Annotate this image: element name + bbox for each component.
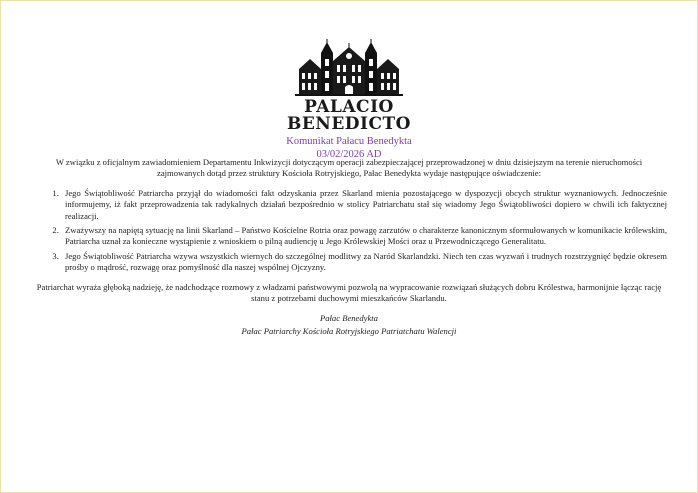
signature-line-1: Pałac Benedykta xyxy=(320,313,378,324)
statement-body xyxy=(31,157,667,338)
statement-point: 1. Jego Świątobliwość Patriarcha przyjął do wiadomości fakt odzyskania przez Skarland mienia pozostającego w dyspozycji obcych struktur wyznaniowych. Jednocześnie informujemy, iż fakt przeprowadzenia tak radykalnych działań bezpośrednio w stolicy Patriarchatu stał się wiadomy Jego Świątobliwości dopiero w chwili ich faktycznej realizacji. xyxy=(61,188,667,222)
wordmark xyxy=(1,99,697,133)
intro-paragraph: W związku z oficjalnym zawiadomieniem Departamentu Inkwizycji dotyczącym operacji zabezpieczającej przeprowadzonej w dniu dzisiejszym na terenie nieruchomości zajmowanych dotąd przez struktury Kościoła Rotryjskiego, Pałac Benedykta wydaje następujące oświadczenie: xyxy=(55,157,643,179)
communique-title: Komunikat Pałacu Benedykta xyxy=(286,136,412,147)
wordmark-line-1: PALACIO xyxy=(304,97,394,117)
wordmark-line-2: BENEDICTO xyxy=(286,114,411,134)
signature-block xyxy=(31,312,667,338)
signature-line-2: Pałac Patriarchy Kościoła Rotryjskiego Patriatchatu Walencji xyxy=(241,326,457,337)
closing-paragraph: Patriarchat wyraża głęboką nadzieję, że nadchodzące rozmowy z władzami państwowymi pozwolą na wypracowanie rozwiązań służących dobru Królestwa, harmonijnie łącząc rację stanu z potrzebami duchowymi mieszkańców Skarlandu. xyxy=(36,281,662,304)
statement-point: 3. Jego Świątobliwość Patriarcha wzywa wszystkich wiernych do szczególnej modlitwy za Naród Skarlandzki. Niech ten czas wyzwań i trudnych rozstrzygnięć będzie okresem prośby o mądrość, rozwagę oraz pomyślność dla naszej wspólnej Ojczyzny. xyxy=(61,251,667,274)
communique-date: 03/02/2026 AD xyxy=(316,149,382,160)
palace-building-logo xyxy=(293,39,405,97)
letterhead xyxy=(1,39,697,161)
statement-points xyxy=(31,188,667,274)
statement-point: 2. Zważywszy na napiętą sytuację na linii Skarland – Państwo Kościelne Rotria oraz powagę zarzutów o charakterze kanonicznym sformułowanych w komunikacie królewskim, Patriarcha uznał za konieczne wystąpienie z wnioskiem o pilną audiencję u Jego Królewskiej Mości oraz u Przewodniczącego Generalitatu. xyxy=(61,225,667,248)
